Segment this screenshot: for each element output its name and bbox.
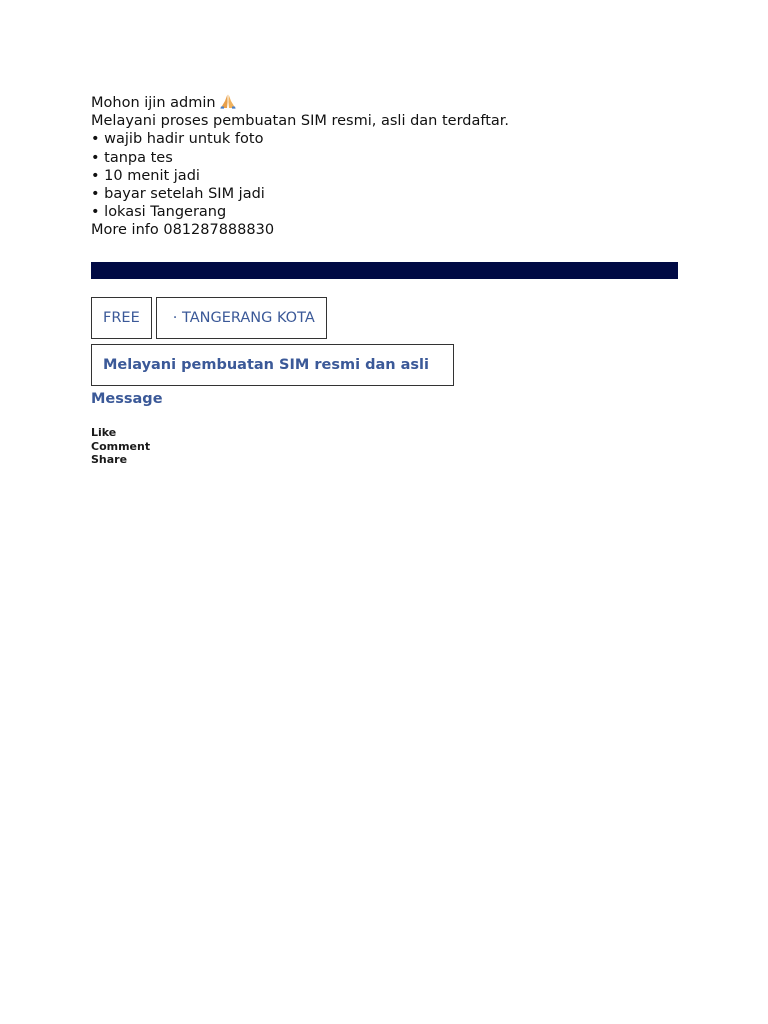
post-line-service: Melayani proses pembuatan SIM resmi, asli dan terdaftar. — [91, 113, 510, 130]
folded-hands-icon — [219, 93, 237, 109]
post-actions — [91, 426, 150, 467]
like-button[interactable]: Like — [91, 426, 117, 439]
message-button[interactable]: Message — [91, 391, 163, 407]
post-line-no-test: • tanpa tes — [91, 149, 173, 166]
post-line-contact: More info 081287888830 — [91, 222, 275, 239]
price-chip[interactable]: FREE — [91, 297, 152, 339]
comment-button[interactable]: Comment — [91, 439, 151, 453]
location-chip[interactable]: · TANGERANG KOTA — [156, 297, 327, 339]
post-line-duration: • 10 menit jadi — [91, 167, 200, 184]
listing-meta — [91, 297, 327, 339]
post-body — [91, 93, 691, 240]
listing-title-link[interactable]: Melayani pembuatan SIM resmi dan asli — [91, 344, 454, 386]
post-line-payment: • bayar setelah SIM jadi — [91, 186, 265, 203]
listing-media-bar[interactable] — [91, 262, 678, 279]
post-line-location: • lokasi Tangerang — [91, 204, 227, 221]
share-button[interactable]: Share — [91, 453, 128, 466]
post-line-greeting: Mohon ijin admin — [91, 93, 691, 112]
post-text — [91, 93, 691, 240]
post-line-photo: • wajib hadir untuk foto — [91, 131, 264, 148]
